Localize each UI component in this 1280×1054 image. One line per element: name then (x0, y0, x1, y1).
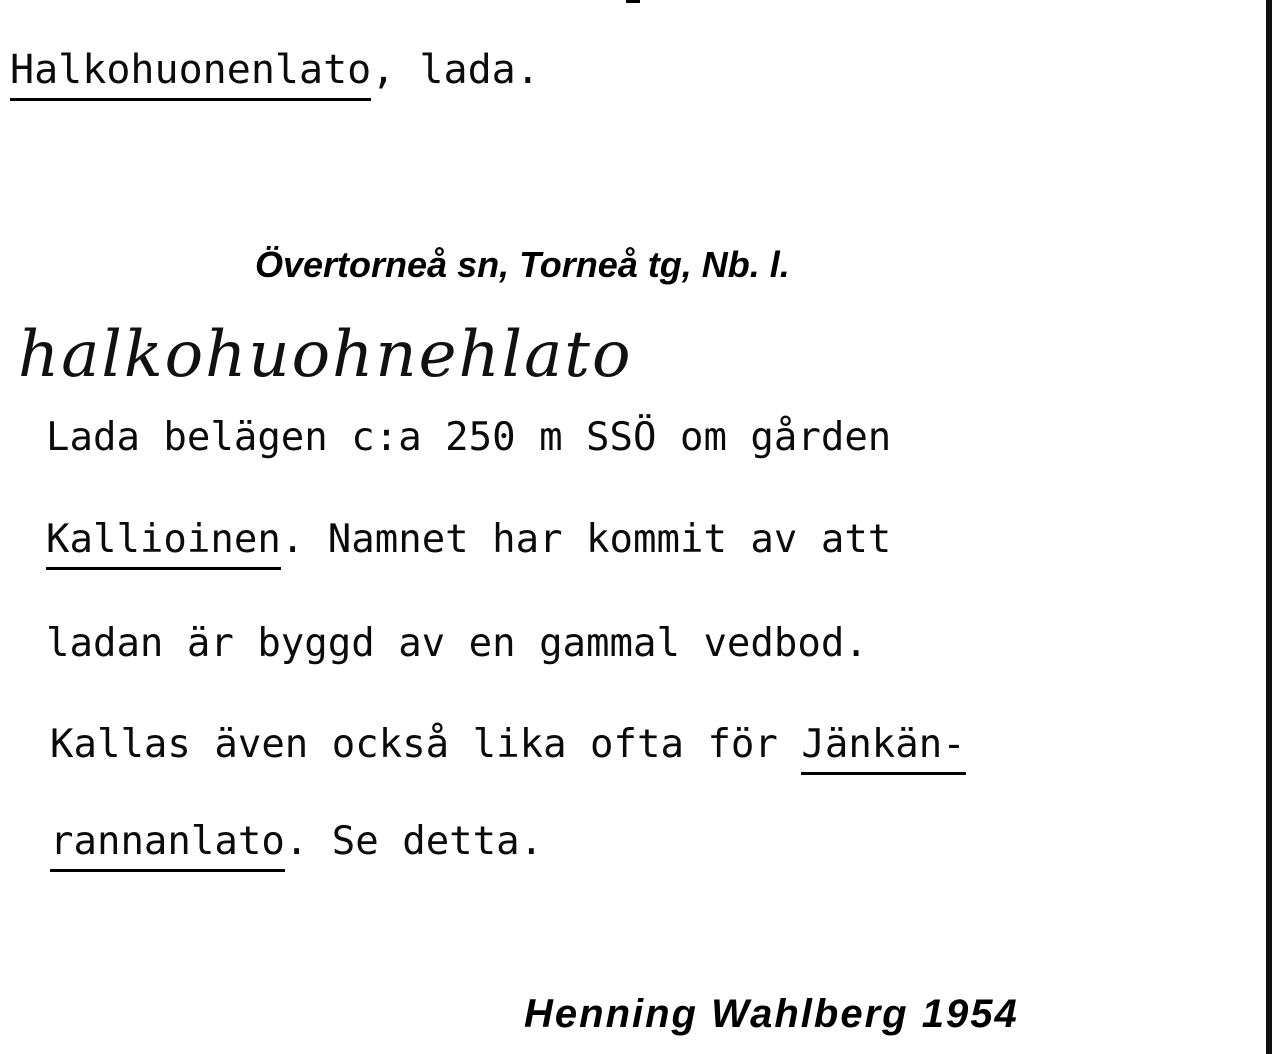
heading-term: Halkohuonenlato (10, 47, 371, 101)
body-line-1 (46, 415, 892, 460)
body-line-5 (50, 819, 544, 864)
body-line-text: Lada belägen c:a 250 m SSÖ om gården (46, 415, 892, 460)
heading-rest: , lada. (371, 47, 540, 93)
body-line-2 (46, 517, 892, 562)
body-line-4 (50, 722, 966, 767)
body-line-3 (46, 621, 868, 666)
card-edge-shadow (1266, 0, 1272, 1054)
body-line-underlined: Jänkän- (801, 722, 965, 775)
body-line-underlined: rannanlato (50, 819, 285, 872)
body-line-underlined: Kallioinen (46, 517, 281, 570)
body-line-text: Kallas även också lika ofta för (50, 722, 802, 767)
body-line-text: . Namnet har kommit av att (280, 517, 892, 562)
handwritten-form: halkohuohnehlato (18, 318, 633, 392)
body-line-text: . Se detta. (284, 819, 544, 864)
card-heading (10, 47, 540, 93)
body-line-text: ladan är byggd av en gammal vedbod. (46, 621, 868, 666)
parish-stamp: Övertorneå sn, Torneå tg, Nb. l. (255, 244, 790, 285)
scan-speck (626, 0, 640, 3)
signature: Henning Wahlberg 1954 (524, 992, 1019, 1036)
